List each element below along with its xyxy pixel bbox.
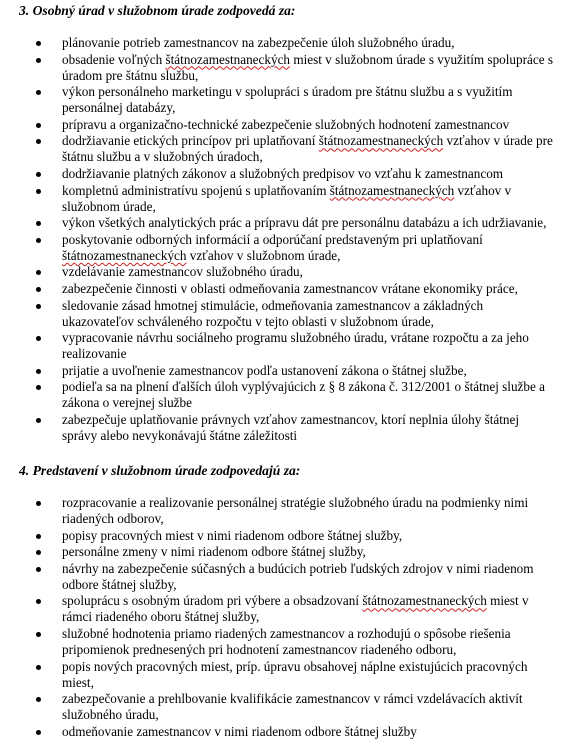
- text-segment: podieľa sa na plnení ďalších úloh vyplývajúcich z § 8 zákona č. 312/2001 o štátnej službe a zákona o verejnej službe: [62, 379, 546, 411]
- list-item-text: [62, 117, 554, 133]
- list-item-text: [62, 528, 554, 544]
- list-item-text: [62, 52, 554, 84]
- list-item: [0, 183, 570, 215]
- list-item: [0, 412, 570, 444]
- text-segment: dodržiavanie etických princípov pri uplatňovaní: [62, 133, 319, 149]
- text-segment: výkon personálneho marketingu v spolupráci s úradom pre štátnu službu a s využitím personálnej databázy,: [62, 84, 513, 116]
- bullet-icon: [36, 501, 41, 506]
- text-segment: plánovanie potrieb zamestnancov na zabezpečenie úloh služobného úradu,: [62, 35, 455, 50]
- bullet-icon: [36, 221, 41, 226]
- text-segment: dodržiavanie platných zákonov a služobných predpisov vo vzťahu k zamestnancom: [62, 165, 504, 181]
- text-segment: zabezpečovanie a prehlbovanie kvalifikácie zamestnancov v rámci vzdelávacích aktivít služobného úradu,: [62, 691, 523, 723]
- text-segment: odmeňovanie zamestnancov v nimi riadenom odbore štátnej služby: [62, 723, 417, 739]
- text-segment: vypracovanie návrhu sociálneho programu služobného úradu, vrátane rozpočtu a za jeho realizovanie: [62, 330, 529, 362]
- text-segment: vzťahov v služobnom úrade,: [186, 247, 341, 263]
- list-item-text: [62, 363, 554, 379]
- list-item: [0, 691, 570, 723]
- text-segment: poskytovanie odborných informácií a odporúčaní predstaveným pri uplatňovaní: [62, 231, 483, 247]
- list-item: [0, 544, 570, 560]
- list-item: [0, 561, 570, 593]
- bullet-icon: [36, 238, 41, 243]
- text-segment: miest v rámci riadeného oboru štátnej služby,: [62, 593, 529, 625]
- text-segment: popisy pracovných miest v nimi riadenom odbore štátnej služby,: [62, 527, 403, 543]
- list-item: [0, 166, 570, 182]
- list-item-text: [62, 215, 554, 231]
- list-item-text: [62, 659, 554, 691]
- bullet-icon: [36, 304, 41, 309]
- bullet-icon: [36, 58, 41, 63]
- bullet-icon: [36, 697, 41, 702]
- list-item: [0, 264, 570, 280]
- bullet-list: [0, 35, 570, 445]
- list-item: [0, 215, 570, 231]
- text-segment: obsadenie voľných: [62, 51, 166, 67]
- list-item-text: [62, 379, 554, 411]
- list-item-text: [62, 626, 554, 658]
- text-segment: výkon všetkých analytických prác a prípravu dát pre personálnu databázu a ich udržiavanie,: [62, 215, 547, 231]
- text-segment: spoluprácu s osobným úradom pri výbere a obsadzovaní: [62, 593, 363, 609]
- text-segment: personálne zmeny v nimi riadenom odbore štátnej služby,: [62, 544, 366, 560]
- list-item-text: [62, 544, 554, 560]
- list-item: [0, 117, 570, 133]
- bullet-icon: [36, 550, 41, 555]
- list-item-text: [62, 495, 554, 527]
- list-item: [0, 626, 570, 658]
- list-item: [0, 363, 570, 379]
- section-heading: 4. Predstavení v služobnom úrade zodpovedajú za:: [19, 463, 301, 478]
- list-item-text: [62, 561, 554, 593]
- list-item-text: [62, 35, 554, 51]
- bullet-icon: [36, 418, 41, 423]
- bullet-icon: [36, 730, 41, 735]
- list-item: [0, 528, 570, 544]
- list-item: [0, 232, 570, 264]
- spellcheck-flagged-word: štátnozamestnaneckých: [329, 182, 455, 198]
- list-item: [0, 35, 570, 51]
- bullet-icon: [36, 534, 41, 539]
- text-segment: miest v služobnom úrade s využitím spolupráce s úradom pre štátnu službu,: [62, 51, 553, 83]
- bullet-icon: [36, 632, 41, 637]
- text-segment: zabezpečuje uplatňovanie právnych vzťahov zamestnancov, ktorí neplnia úlohy štátnej správy alebo nevykonávajú štátne záležitosti: [62, 411, 520, 443]
- list-item-text: [62, 232, 554, 264]
- text-segment: vzťahov v úrade pre štátnu službu a v služobných úradoch,: [62, 133, 553, 165]
- list-item-text: [62, 133, 554, 165]
- bullet-icon: [36, 287, 41, 292]
- list-item-text: [62, 691, 554, 723]
- bullet-icon: [36, 665, 41, 670]
- list-item: [0, 495, 570, 527]
- spellcheck-flagged-word: štátnozamestnaneckých: [165, 51, 291, 67]
- text-segment: prijatie a uvoľnenie zamestnancov podľa ustanovení zákona o štátnej službe,: [62, 362, 467, 378]
- text-segment: zabezpečenie činnosti v oblasti odmeňovania zamestnancov vrátane ekonomiky práce,: [62, 280, 518, 296]
- bullet-icon: [36, 41, 41, 46]
- spellcheck-flagged-word: štátnozamestnaneckých: [318, 133, 444, 149]
- list-item-text: [62, 724, 554, 740]
- list-item-text: [62, 281, 554, 297]
- list-item: [0, 84, 570, 116]
- text-segment: návrhy na zabezpečenie súčasných a budúcich potrieb ľudských zdrojov v nimi riadenom odbore štátnej služby,: [62, 560, 534, 592]
- list-item-text: [62, 593, 554, 625]
- list-item: [0, 379, 570, 411]
- list-item: [0, 298, 570, 330]
- text-segment: prípravu a organizačno-technické zabezpečenie služobných hodnotení zamestnancov: [62, 116, 510, 132]
- bullet-icon: [36, 336, 41, 341]
- bullet-icon: [36, 270, 41, 275]
- section-heading: 3. Osobný úrad v služobnom úrade zodpovedá za:: [19, 3, 296, 18]
- list-item-text: [62, 84, 554, 116]
- bullet-icon: [36, 567, 41, 572]
- text-segment: rozpracovanie a realizovanie personálnej stratégie služobného úradu na podmienky nimi riadených odborov,: [62, 495, 529, 526]
- bullet-icon: [36, 172, 41, 177]
- list-item: [0, 281, 570, 297]
- text-segment: sledovanie zásad hmotnej stimulácie, odmeňovania zamestnancov a základných ukazovateľov schváleného rozpočtu v tejto oblasti v služobnom úrade,: [62, 297, 484, 329]
- text-segment: služobné hodnotenia priamo riadených zamestnancov a rozhodujú o spôsobe riešenia pripomienok prednesených pri hodnotení zamestnancov riadeného odboru,: [62, 625, 511, 657]
- bullet-icon: [36, 369, 41, 374]
- text-segment: popis nových pracovných miest, príp. úpravu obsahovej náplne existujúcich pracovných miest,: [62, 658, 528, 690]
- text-segment: vzťahov v služobnom úrade,: [62, 182, 512, 214]
- text-segment: vzdelávanie zamestnancov služobného úradu,: [62, 264, 303, 280]
- list-item: [0, 659, 570, 691]
- list-item-text: [62, 183, 554, 215]
- bullet-icon: [36, 189, 41, 194]
- list-item: [0, 593, 570, 625]
- list-item: [0, 330, 570, 362]
- list-item: [0, 52, 570, 84]
- text-segment: kompletnú administratívu spojenú s uplatňovaním: [62, 182, 330, 198]
- bullet-icon: [36, 385, 41, 390]
- bullet-list: [0, 495, 570, 740]
- list-item-text: [62, 264, 554, 280]
- spellcheck-flagged-word: štátnozamestnaneckých: [62, 247, 187, 263]
- bullet-icon: [36, 123, 41, 128]
- spellcheck-flagged-word: štátnozamestnaneckých: [362, 593, 487, 609]
- bullet-icon: [36, 90, 41, 95]
- list-item-text: [62, 298, 554, 330]
- list-item-text: [62, 330, 554, 362]
- bullet-icon: [36, 599, 41, 604]
- bullet-icon: [36, 139, 41, 144]
- list-item-text: [62, 412, 554, 444]
- list-item: [0, 724, 570, 740]
- list-item-text: [62, 166, 554, 182]
- list-item: [0, 133, 570, 165]
